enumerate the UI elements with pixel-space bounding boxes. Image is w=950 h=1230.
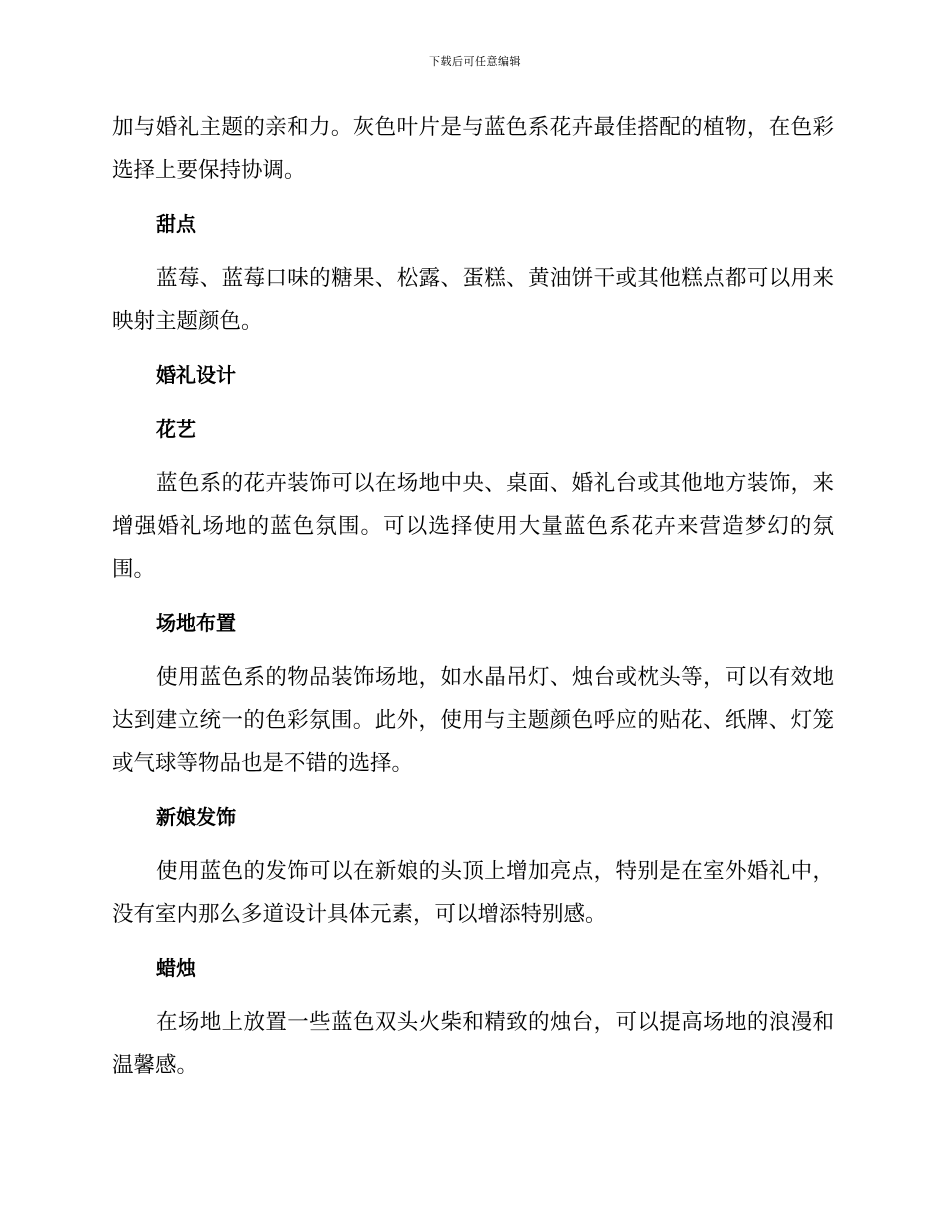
section-heading-dessert: 甜点 [156,212,196,236]
document-body [112,106,834,1098]
paragraph-continued: 加与婚礼主题的亲和力。灰色叶片是与蓝色系花卉最佳搭配的植物，在色彩选择上要保持协调。 [112,115,834,183]
paragraph-floral: 蓝色系的花卉装饰可以在场地中央、桌面、婚礼台或其他地方装饰，来增强婚礼场地的蓝色氛围。可以选择使用大量蓝色系花卉来营造梦幻的氛围。 [112,471,834,582]
paragraph-venue: 使用蓝色系的物品装饰场地，如水晶吊灯、烛台或枕头等，可以有效地达到建立统一的色彩氛围。此外，使用与主题颜色呼应的贴花、纸牌、灯笼或气球等物品也是不错的选择。 [112,665,834,776]
paragraph-dessert: 蓝莓、蓝莓口味的糖果、松露、蛋糕、黄油饼干或其他糕点都可以用来映射主题颜色。 [112,266,834,334]
section-heading-venue: 场地布置 [156,611,236,635]
page-header: 下载后可任意编辑 [429,55,521,68]
paragraph-bridal-hair: 使用蓝色的发饰可以在新娘的头顶上增加亮点，特别是在室外婚礼中，没有室内那么多道设计具体元素，可以增添特别感。 [112,859,834,927]
paragraph-candles: 在场地上放置一些蓝色双头火柴和精致的烛台，可以提高场地的浪漫和温馨感。 [112,1010,834,1078]
section-heading-bridal-hair: 新娘发饰 [156,805,236,829]
section-heading-candles: 蜡烛 [156,956,196,980]
section-heading-wedding-design: 婚礼设计 [156,363,236,387]
section-heading-floral: 花艺 [156,417,196,441]
